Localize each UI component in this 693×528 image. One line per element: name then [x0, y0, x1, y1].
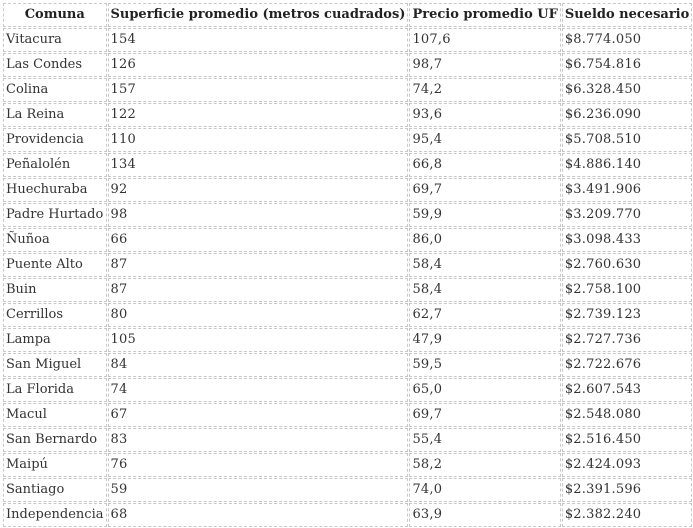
cell-comuna: San Bernardo	[3, 428, 107, 452]
cell-comuna: Puente Alto	[3, 253, 107, 277]
table-row	[3, 378, 692, 402]
cell-comuna: La Florida	[3, 378, 107, 402]
table-row	[3, 203, 692, 227]
table-row	[3, 228, 692, 252]
cell-sueldo: $2.607.543	[562, 378, 692, 402]
cell-precio: 59,9	[409, 203, 560, 227]
table-row	[3, 403, 692, 427]
cell-sueldo: $2.391.596	[562, 478, 692, 502]
cell-superficie: 87	[108, 278, 409, 302]
cell-comuna: Santiago	[3, 478, 107, 502]
cell-sueldo: $2.548.080	[562, 403, 692, 427]
cell-superficie: 80	[108, 303, 409, 327]
cell-superficie: 92	[108, 178, 409, 202]
cell-sueldo: $6.754.816	[562, 53, 692, 77]
cell-precio: 47,9	[409, 328, 560, 352]
cell-precio: 59,5	[409, 353, 560, 377]
cell-sueldo: $3.098.433	[562, 228, 692, 252]
cell-comuna: Providencia	[3, 128, 107, 152]
cell-precio: 58,2	[409, 453, 560, 477]
cell-sueldo: $2.739.123	[562, 303, 692, 327]
cell-comuna: San Miguel	[3, 353, 107, 377]
cell-precio: 65,0	[409, 378, 560, 402]
cell-comuna: Ñuñoa	[3, 228, 107, 252]
comunas-table	[2, 2, 693, 528]
cell-precio: 55,4	[409, 428, 560, 452]
cell-comuna: Peñalolén	[3, 153, 107, 177]
cell-sueldo: $5.708.510	[562, 128, 692, 152]
cell-precio: 95,4	[409, 128, 560, 152]
table-row	[3, 153, 692, 177]
cell-sueldo: $3.209.770	[562, 203, 692, 227]
table-row	[3, 28, 692, 52]
table-row	[3, 278, 692, 302]
cell-comuna: Lampa	[3, 328, 107, 352]
cell-sueldo: $2.722.676	[562, 353, 692, 377]
cell-superficie: 134	[108, 153, 409, 177]
cell-comuna: Buin	[3, 278, 107, 302]
cell-comuna: Vitacura	[3, 28, 107, 52]
cell-superficie: 154	[108, 28, 409, 52]
header-superficie: Superficie promedio (metros cuadrados)	[108, 3, 409, 27]
cell-precio: 63,9	[409, 503, 560, 527]
cell-precio: 69,7	[409, 403, 560, 427]
cell-superficie: 76	[108, 453, 409, 477]
cell-superficie: 67	[108, 403, 409, 427]
cell-superficie: 98	[108, 203, 409, 227]
table-row	[3, 253, 692, 277]
cell-precio: 86,0	[409, 228, 560, 252]
cell-sueldo: $2.516.450	[562, 428, 692, 452]
cell-sueldo: $3.491.906	[562, 178, 692, 202]
table-row	[3, 353, 692, 377]
cell-superficie: 74	[108, 378, 409, 402]
cell-precio: 98,7	[409, 53, 560, 77]
cell-sueldo: $2.727.736	[562, 328, 692, 352]
table-row	[3, 303, 692, 327]
table-row	[3, 328, 692, 352]
cell-precio: 74,0	[409, 478, 560, 502]
cell-precio: 66,8	[409, 153, 560, 177]
cell-superficie: 59	[108, 478, 409, 502]
cell-sueldo: $6.236.090	[562, 103, 692, 127]
table-row	[3, 53, 692, 77]
cell-comuna: La Reina	[3, 103, 107, 127]
table-row	[3, 428, 692, 452]
cell-precio: 69,7	[409, 178, 560, 202]
cell-comuna: Huechuraba	[3, 178, 107, 202]
cell-sueldo: $6.328.450	[562, 78, 692, 102]
cell-sueldo: $2.382.240	[562, 503, 692, 527]
cell-comuna: Maipú	[3, 453, 107, 477]
cell-superficie: 110	[108, 128, 409, 152]
table-row	[3, 78, 692, 102]
table-row	[3, 478, 692, 502]
cell-superficie: 84	[108, 353, 409, 377]
cell-precio: 62,7	[409, 303, 560, 327]
cell-comuna: Independencia	[3, 503, 107, 527]
cell-superficie: 87	[108, 253, 409, 277]
cell-precio: 107,6	[409, 28, 560, 52]
cell-precio: 58,4	[409, 253, 560, 277]
cell-superficie: 68	[108, 503, 409, 527]
table-row	[3, 453, 692, 477]
cell-comuna: Padre Hurtado	[3, 203, 107, 227]
cell-comuna: Cerrillos	[3, 303, 107, 327]
table-row	[3, 178, 692, 202]
cell-comuna: Las Condes	[3, 53, 107, 77]
cell-superficie: 66	[108, 228, 409, 252]
cell-precio: 93,6	[409, 103, 560, 127]
table-row	[3, 103, 692, 127]
header-sueldo: Sueldo necesario	[562, 3, 692, 27]
cell-precio: 58,4	[409, 278, 560, 302]
cell-superficie: 105	[108, 328, 409, 352]
cell-sueldo: $8.774.050	[562, 28, 692, 52]
table-row	[3, 128, 692, 152]
cell-sueldo: $4.886.140	[562, 153, 692, 177]
table-header-row	[3, 3, 692, 27]
cell-superficie: 157	[108, 78, 409, 102]
header-precio: Precio promedio UF	[409, 3, 560, 27]
cell-superficie: 83	[108, 428, 409, 452]
table-body	[3, 28, 692, 527]
cell-sueldo: $2.424.093	[562, 453, 692, 477]
table-row	[3, 503, 692, 527]
cell-precio: 74,2	[409, 78, 560, 102]
header-comuna: Comuna	[3, 3, 107, 27]
cell-sueldo: $2.758.100	[562, 278, 692, 302]
cell-superficie: 126	[108, 53, 409, 77]
cell-comuna: Macul	[3, 403, 107, 427]
cell-sueldo: $2.760.630	[562, 253, 692, 277]
cell-superficie: 122	[108, 103, 409, 127]
cell-comuna: Colina	[3, 78, 107, 102]
